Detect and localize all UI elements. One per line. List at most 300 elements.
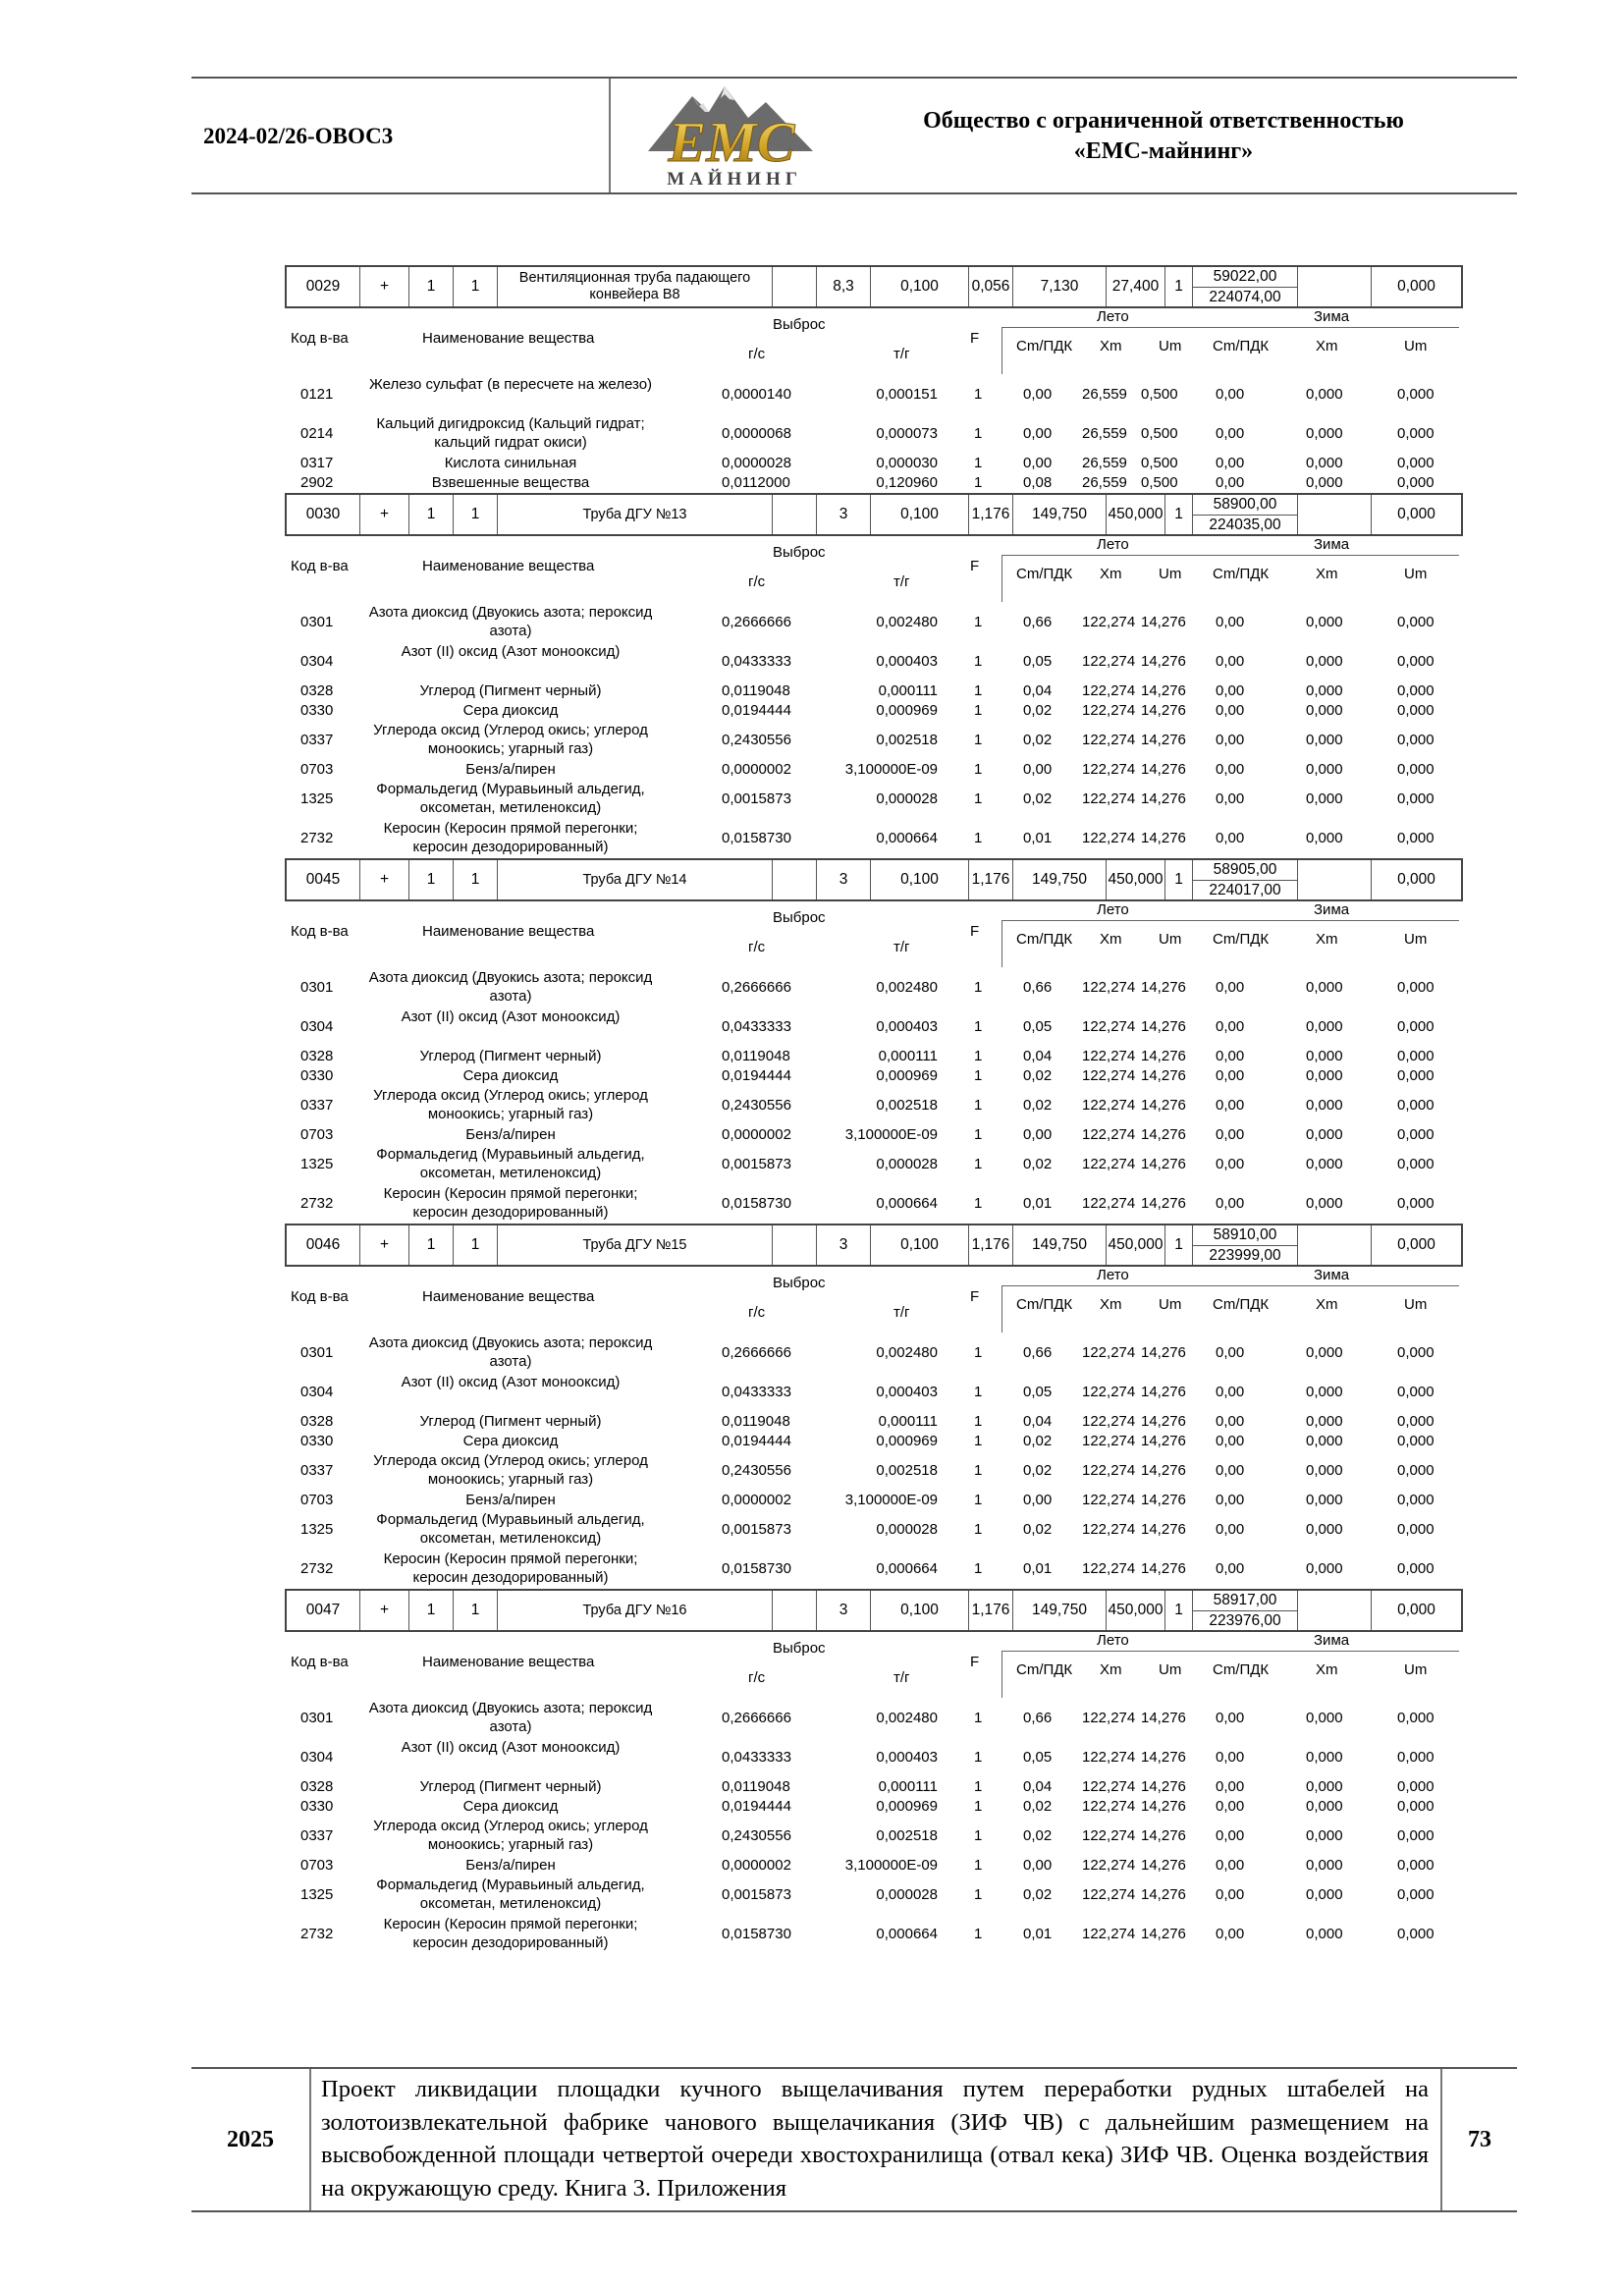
substance-f: 1	[974, 681, 983, 699]
source-last-cell: 0,000	[1397, 278, 1435, 295]
summer-cm: 0,02	[1023, 1885, 1053, 1903]
source-x-coord: 58905,00	[1193, 860, 1297, 881]
source-t-cell: 450,000	[1107, 495, 1165, 534]
summer-cm: 0,02	[1023, 1461, 1053, 1479]
substance-name: Азот (II) оксид (Азот монооксид)	[401, 643, 621, 660]
substance-row	[285, 1412, 1463, 1432]
winter-um: 0,000	[1397, 1559, 1435, 1577]
season-divider-line	[1001, 920, 1002, 967]
summer-um: 14,276	[1141, 789, 1186, 807]
substance-row	[285, 473, 1463, 493]
summer-xm: 122,274	[1082, 1096, 1136, 1114]
summer-um: 14,276	[1141, 1047, 1186, 1064]
winter-xm: 0,000	[1306, 1047, 1343, 1064]
source-n2-cell: 1	[454, 495, 498, 534]
source-row	[285, 1224, 1463, 1267]
substance-gs: 0,0000002	[722, 1856, 791, 1874]
source-d-cell: 0,100	[871, 1225, 969, 1265]
substance-name: Углерод (Пигмент черный)	[419, 1048, 602, 1064]
source-blank-cell	[1298, 1591, 1372, 1630]
source-t-cell: 450,000	[1107, 1591, 1165, 1630]
source-coord-cell	[1193, 1591, 1298, 1630]
substance-header-label: Наименование вещества	[422, 1654, 595, 1670]
substance-gs: 0,0000002	[722, 1125, 791, 1143]
substance-row	[285, 1491, 1463, 1510]
summer-header: Лето	[1097, 536, 1129, 553]
source-empty-cell	[773, 1591, 817, 1630]
summer-um: 0,500	[1141, 473, 1178, 491]
substance-header	[285, 1267, 1463, 1333]
substance-f: 1	[974, 424, 983, 442]
substance-name: Бенз/а/пирен	[465, 761, 556, 778]
source-block	[285, 1224, 1463, 1589]
substance-row	[285, 1047, 1463, 1066]
substance-name: Азота диоксид (Двуокись азота; пероксид азота)	[368, 969, 653, 1005]
summer-xm: 122,274	[1082, 789, 1136, 807]
source-k-cell: 1	[1165, 267, 1193, 306]
substance-gs: 0,0194444	[722, 701, 791, 719]
substance-gs: 0,0158730	[722, 1925, 791, 1942]
source-coord-cell	[1193, 495, 1298, 534]
source-n2-cell: 1	[454, 1591, 498, 1630]
substance-f: 1	[974, 1925, 983, 1942]
substance-header	[285, 901, 1463, 968]
winter-cm: 0,00	[1216, 424, 1245, 442]
winter-cm: 0,00	[1216, 789, 1245, 807]
winter-xm: 0,000	[1306, 1709, 1343, 1726]
substance-tg: 0,000403	[876, 652, 938, 670]
substance-tg: 0,000073	[876, 424, 938, 442]
winter-cm: 0,00	[1216, 681, 1245, 699]
summer-cm: 0,04	[1023, 1412, 1053, 1430]
substance-f: 1	[974, 1491, 983, 1508]
winter-xm: 0,000	[1306, 1343, 1343, 1361]
summer-cm: 0,66	[1023, 613, 1053, 630]
summer-cm-header: Cm/ПДК	[1016, 338, 1073, 354]
winter-xm: 0,000	[1306, 385, 1343, 403]
summer-xm: 122,274	[1082, 1125, 1136, 1143]
substance-f: 1	[974, 1709, 983, 1726]
substance-row	[285, 681, 1463, 701]
winter-xm: 0,000	[1306, 1412, 1343, 1430]
substance-f: 1	[974, 1748, 983, 1766]
winter-um-header: Um	[1404, 931, 1428, 948]
summer-cm: 0,08	[1023, 473, 1053, 491]
winter-um: 0,000	[1397, 760, 1435, 778]
winter-um: 0,000	[1397, 1491, 1435, 1508]
source-t-cell: 450,000	[1107, 860, 1165, 899]
substance-row	[285, 375, 1463, 414]
substance-code: 0703	[300, 1125, 334, 1143]
summer-xm-header: Xm	[1100, 566, 1122, 582]
substance-f: 1	[974, 1412, 983, 1430]
winter-um: 0,000	[1397, 1925, 1435, 1942]
substance-name: Формальдегид (Муравьиный альдегид, оксометан, метиленоксид)	[376, 1877, 645, 1912]
source-y-coord: 224017,00	[1209, 882, 1281, 898]
winter-cm: 0,00	[1216, 760, 1245, 778]
source-row	[285, 858, 1463, 901]
substance-tg: 0,000028	[876, 1520, 938, 1538]
summer-um: 14,276	[1141, 1885, 1186, 1903]
company-name	[869, 106, 1458, 167]
summer-xm: 122,274	[1082, 1017, 1136, 1035]
winter-xm: 0,000	[1306, 829, 1343, 846]
summer-xm: 122,274	[1082, 829, 1136, 846]
substance-code: 0328	[300, 1047, 334, 1064]
summer-header: Лето	[1097, 1632, 1129, 1649]
summer-cm-header: Cm/ПДК	[1016, 1661, 1073, 1678]
tg-header: т/г	[893, 346, 910, 362]
substance-code: 0330	[300, 1797, 334, 1815]
source-blank-cell	[1298, 495, 1372, 534]
summer-xm: 26,559	[1082, 454, 1127, 471]
summer-xm: 122,274	[1082, 1343, 1136, 1361]
source-x-coord: 59022,00	[1193, 267, 1297, 288]
summer-xm: 122,274	[1082, 1520, 1136, 1538]
winter-cm: 0,00	[1216, 1194, 1245, 1212]
winter-cm: 0,00	[1216, 1383, 1245, 1400]
winter-header: Зима	[1314, 308, 1350, 325]
substance-code: 1325	[300, 789, 334, 807]
summer-um: 14,276	[1141, 1925, 1186, 1942]
summer-xm: 122,274	[1082, 1155, 1136, 1172]
summer-cm: 0,01	[1023, 1194, 1053, 1212]
substance-name: Углерода оксид (Углерод окись; углерод моноокись; угарный газ)	[373, 1452, 648, 1488]
header-divider	[609, 79, 611, 192]
substance-code: 0328	[300, 1412, 334, 1430]
substance-row	[285, 1086, 1463, 1125]
source-code-cell: 0047	[287, 1591, 360, 1630]
substance-f: 1	[974, 1461, 983, 1479]
summer-xm: 122,274	[1082, 1777, 1136, 1795]
summer-xm: 122,274	[1082, 1383, 1136, 1400]
substance-f: 1	[974, 613, 983, 630]
emission-header: Выброс	[773, 544, 826, 561]
source-row	[285, 493, 1463, 536]
substance-name: Азот (II) оксид (Азот монооксид)	[401, 1008, 621, 1025]
summer-cm: 0,02	[1023, 1520, 1053, 1538]
substance-gs: 0,2666666	[722, 613, 791, 630]
substance-tg: 0,000969	[876, 1797, 938, 1815]
source-h-cell: 3	[817, 1225, 871, 1265]
substance-row	[285, 1432, 1463, 1451]
source-coord-cell	[1193, 267, 1298, 306]
winter-um: 0,000	[1397, 454, 1435, 471]
winter-um: 0,000	[1397, 1748, 1435, 1766]
substance-gs: 0,0015873	[722, 789, 791, 807]
emission-sources-table	[285, 265, 1463, 1954]
winter-header: Зима	[1314, 1632, 1350, 1649]
substance-row	[285, 780, 1463, 819]
substance-tg: 0,000969	[876, 1066, 938, 1084]
winter-xm: 0,000	[1306, 789, 1343, 807]
substance-tg: 0,002480	[876, 1709, 938, 1726]
season-divider-line	[1001, 1285, 1459, 1286]
source-blank-cell	[1298, 267, 1372, 306]
substance-code: 0703	[300, 1491, 334, 1508]
summer-um: 14,276	[1141, 1559, 1186, 1577]
winter-xm: 0,000	[1306, 1797, 1343, 1815]
summer-um: 14,276	[1141, 1194, 1186, 1212]
season-divider-line	[1001, 327, 1002, 374]
winter-cm: 0,00	[1216, 1047, 1245, 1064]
substance-row	[285, 1145, 1463, 1184]
winter-xm: 0,000	[1306, 1925, 1343, 1942]
substance-tg: 0,000111	[878, 1777, 938, 1795]
season-divider-line	[1001, 555, 1002, 602]
winter-xm: 0,000	[1306, 473, 1343, 491]
source-t-cell: 450,000	[1107, 1225, 1165, 1265]
winter-cm: 0,00	[1216, 1826, 1245, 1844]
summer-xm: 122,274	[1082, 1559, 1136, 1577]
substance-code: 2732	[300, 1925, 334, 1942]
source-sign-cell: +	[360, 495, 409, 534]
source-code-cell: 0045	[287, 860, 360, 899]
winter-um: 0,000	[1397, 1432, 1435, 1449]
substance-row	[285, 1451, 1463, 1491]
summer-cm: 0,66	[1023, 1709, 1053, 1726]
summer-xm: 122,274	[1082, 731, 1136, 748]
substance-row	[285, 1125, 1463, 1145]
substance-header	[285, 536, 1463, 603]
substance-row	[285, 968, 1463, 1007]
winter-um: 0,000	[1397, 1383, 1435, 1400]
winter-cm: 0,00	[1216, 1412, 1245, 1430]
summer-um: 14,276	[1141, 1155, 1186, 1172]
substance-name: Керосин (Керосин прямой перегонки; керосин дезодорированный)	[383, 820, 638, 855]
substance-row	[285, 819, 1463, 858]
source-k-cell: 1	[1165, 1591, 1193, 1630]
substance-name: Азота диоксид (Двуокись азота; пероксид азота)	[368, 604, 653, 639]
logo-wordmark: EMC	[668, 110, 795, 174]
summer-cm: 0,00	[1023, 1125, 1053, 1143]
substance-gs: 0,2666666	[722, 978, 791, 996]
substance-code: 1325	[300, 1885, 334, 1903]
substance-code: 2732	[300, 829, 334, 846]
substance-code: 0330	[300, 1066, 334, 1084]
substance-gs: 0,0119048	[722, 681, 790, 699]
summer-xm: 122,274	[1082, 1491, 1136, 1508]
summer-xm: 122,274	[1082, 681, 1136, 699]
source-n1-cell: 1	[409, 495, 454, 534]
source-empty-cell	[773, 267, 817, 306]
substance-f: 1	[974, 1797, 983, 1815]
f-header: F	[970, 1288, 980, 1305]
winter-um: 0,000	[1397, 789, 1435, 807]
summer-xm: 122,274	[1082, 701, 1136, 719]
source-h-cell: 3	[817, 860, 871, 899]
substance-f: 1	[974, 1096, 983, 1114]
summer-xm: 122,274	[1082, 1856, 1136, 1874]
substance-code: 0301	[300, 1343, 334, 1361]
substance-gs: 0,0000028	[722, 454, 791, 471]
substance-tg: 0,002518	[876, 1096, 938, 1114]
substance-row	[285, 1373, 1463, 1412]
winter-cm: 0,00	[1216, 385, 1245, 403]
emission-header: Выброс	[773, 316, 826, 333]
substance-code: 0214	[300, 424, 334, 442]
substance-tg: 0,000028	[876, 1885, 938, 1903]
gs-header: г/с	[748, 346, 766, 362]
substance-name: Бенз/а/пирен	[465, 1857, 556, 1874]
substance-gs: 0,2666666	[722, 1709, 791, 1726]
source-y-coord: 224035,00	[1209, 517, 1281, 533]
source-name-cell: Труба ДГУ №13	[498, 495, 773, 534]
winter-cm: 0,00	[1216, 652, 1245, 670]
substance-code: 0304	[300, 1748, 334, 1766]
winter-header: Зима	[1314, 536, 1350, 553]
source-code-cell: 0029	[287, 267, 360, 306]
substance-tg: 0,002518	[876, 1826, 938, 1844]
footer-year: 2025	[191, 2069, 311, 2210]
summer-xm-header: Xm	[1100, 931, 1122, 948]
winter-xm: 0,000	[1306, 1777, 1343, 1795]
substance-gs: 0,0000002	[722, 1491, 791, 1508]
source-blank-cell	[1298, 860, 1372, 899]
winter-xm: 0,000	[1306, 731, 1343, 748]
substance-header-label: Наименование вещества	[422, 923, 595, 940]
source-w-cell: 149,750	[1013, 1225, 1107, 1265]
substance-tg: 0,000111	[878, 681, 938, 699]
substance-f: 1	[974, 1885, 983, 1903]
substance-header-label: Наименование вещества	[422, 330, 595, 347]
emission-header: Выброс	[773, 1640, 826, 1657]
substance-gs: 0,2430556	[722, 1461, 791, 1479]
substance-name: Керосин (Керосин прямой перегонки; керосин дезодорированный)	[383, 1916, 638, 1951]
substance-name: Сера диоксид	[462, 1433, 559, 1449]
summer-um: 14,276	[1141, 1709, 1186, 1726]
source-t-cell: 27,400	[1107, 267, 1165, 306]
substance-code: 0121	[300, 385, 334, 403]
winter-um-header: Um	[1404, 1661, 1428, 1678]
substance-gs: 0,0119048	[722, 1777, 790, 1795]
summer-cm-header: Cm/ПДК	[1016, 1296, 1073, 1313]
season-divider-line	[1001, 555, 1459, 556]
substance-gs: 0,0158730	[722, 1559, 791, 1577]
winter-um: 0,000	[1397, 1777, 1435, 1795]
summer-um: 14,276	[1141, 760, 1186, 778]
winter-xm: 0,000	[1306, 1461, 1343, 1479]
summer-um: 0,500	[1141, 454, 1178, 471]
summer-um: 14,276	[1141, 1412, 1186, 1430]
substance-row	[285, 701, 1463, 721]
summer-um: 14,276	[1141, 1777, 1186, 1795]
source-block	[285, 1589, 1463, 1954]
winter-um: 0,000	[1397, 473, 1435, 491]
winter-um: 0,000	[1397, 701, 1435, 719]
summer-cm: 0,02	[1023, 1797, 1053, 1815]
substance-name: Взвешенные вещества	[431, 474, 590, 491]
winter-cm: 0,00	[1216, 613, 1245, 630]
winter-xm: 0,000	[1306, 1491, 1343, 1508]
gs-header: г/с	[748, 1669, 766, 1686]
substance-code: 2732	[300, 1559, 334, 1577]
summer-cm-header: Cm/ПДК	[1016, 566, 1073, 582]
substance-gs: 0,0194444	[722, 1797, 791, 1815]
source-last-cell: 0,000	[1397, 871, 1435, 888]
winter-cm: 0,00	[1216, 1885, 1245, 1903]
substance-f: 1	[974, 978, 983, 996]
source-y-coord: 224074,00	[1209, 289, 1281, 305]
summer-um: 14,276	[1141, 1520, 1186, 1538]
substance-code: 0337	[300, 1096, 334, 1114]
summer-cm: 0,00	[1023, 1856, 1053, 1874]
source-n2-cell: 1	[454, 1225, 498, 1265]
substance-f: 1	[974, 1343, 983, 1361]
substance-gs: 0,2430556	[722, 1096, 791, 1114]
winter-cm: 0,00	[1216, 829, 1245, 846]
winter-um: 0,000	[1397, 1155, 1435, 1172]
substance-gs: 0,0433333	[722, 1383, 791, 1400]
substance-tg: 0,120960	[876, 473, 938, 491]
substance-row	[285, 414, 1463, 454]
winter-xm: 0,000	[1306, 1826, 1343, 1844]
winter-xm: 0,000	[1306, 1432, 1343, 1449]
substance-row	[285, 603, 1463, 642]
winter-cm: 0,00	[1216, 1748, 1245, 1766]
winter-xm: 0,000	[1306, 681, 1343, 699]
winter-xm: 0,000	[1306, 1125, 1343, 1143]
winter-cm: 0,00	[1216, 1461, 1245, 1479]
substance-row	[285, 1738, 1463, 1777]
substance-tg: 3,100000E-09	[844, 1125, 938, 1143]
source-k-cell: 1	[1165, 495, 1193, 534]
summer-cm: 0,05	[1023, 1383, 1053, 1400]
winter-um: 0,000	[1397, 1125, 1435, 1143]
substance-f: 1	[974, 652, 983, 670]
source-w-cell: 149,750	[1013, 495, 1107, 534]
winter-um: 0,000	[1397, 681, 1435, 699]
substance-tg: 0,002480	[876, 613, 938, 630]
winter-um: 0,000	[1397, 829, 1435, 846]
substance-tg: 0,002518	[876, 731, 938, 748]
source-v-cell: 1,176	[969, 860, 1013, 899]
winter-um: 0,000	[1397, 424, 1435, 442]
winter-xm-header: Xm	[1316, 338, 1338, 354]
substance-tg: 0,000403	[876, 1748, 938, 1766]
source-v-cell: 0,056	[969, 267, 1013, 306]
source-sign-cell: +	[360, 1225, 409, 1265]
summer-um-header: Um	[1159, 338, 1182, 354]
winter-um-header: Um	[1404, 338, 1428, 354]
substance-tg: 0,000664	[876, 829, 938, 846]
substance-f: 1	[974, 1520, 983, 1538]
winter-um: 0,000	[1397, 1096, 1435, 1114]
substance-gs: 0,2430556	[722, 1826, 791, 1844]
substance-f: 1	[974, 454, 983, 471]
summer-um-header: Um	[1159, 566, 1182, 582]
substance-f: 1	[974, 385, 983, 403]
winter-header: Зима	[1314, 901, 1350, 918]
substance-name: Кальций дигидроксид (Кальций гидрат; кальций гидрат окиси)	[376, 415, 645, 451]
substance-tg: 0,000028	[876, 1155, 938, 1172]
substance-header	[285, 1632, 1463, 1699]
substance-code: 0304	[300, 1017, 334, 1035]
winter-cm: 0,00	[1216, 1520, 1245, 1538]
substance-f: 1	[974, 1194, 983, 1212]
substance-gs: 0,2430556	[722, 731, 791, 748]
substance-gs: 0,0433333	[722, 652, 791, 670]
substance-code: 0304	[300, 652, 334, 670]
substance-f: 1	[974, 731, 983, 748]
source-x-coord: 58900,00	[1193, 495, 1297, 516]
substance-row	[285, 1184, 1463, 1224]
winter-cm: 0,00	[1216, 473, 1245, 491]
summer-cm: 0,02	[1023, 1066, 1053, 1084]
summer-xm: 122,274	[1082, 1797, 1136, 1815]
winter-cm: 0,00	[1216, 1777, 1245, 1795]
winter-cm: 0,00	[1216, 1709, 1245, 1726]
